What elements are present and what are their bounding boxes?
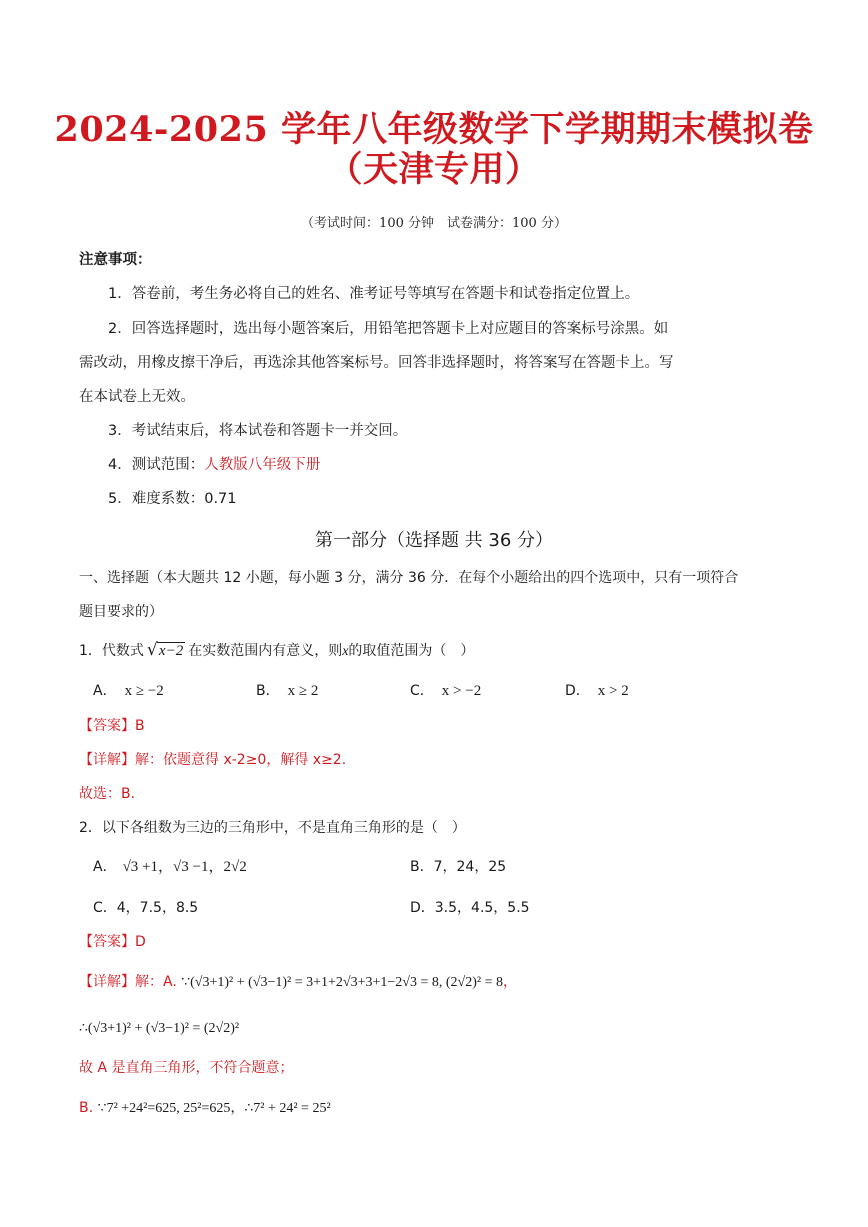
radicand: x−2 xyxy=(158,643,184,659)
q1-mid: 在实数范围内有意义，则 xyxy=(188,643,343,659)
notice-item-2-line-3: 在本试卷上无效。 xyxy=(79,389,195,405)
q1-detail-text: 解：依题意得 x-2≥0，解得 x≥2. xyxy=(135,752,347,768)
notice-item-4 xyxy=(108,455,320,475)
test-scope: 人教版八年级下册 xyxy=(204,457,321,473)
q2-detail-lead: 解：A. xyxy=(135,974,177,990)
q2-option-d: D．3.5，4.5，5.5 xyxy=(410,900,530,916)
notice-item-3: 3．考试结束后，将本试卷和答题卡一并交回。 xyxy=(108,423,408,439)
q1-detail xyxy=(79,750,346,770)
q1-suffix: 的取值范围为（ ） xyxy=(348,643,475,659)
q1-option-b-label: B． xyxy=(256,683,280,699)
notice-item-2-line-1: 2．回答选择题时，选出每小题答案后，用铅笔把答题卡上对应题目的答案标号涂黑。如 xyxy=(108,321,669,337)
q2-b-math: ∵7² +24²=625, 25²=625，∴7² + 24² = 25² xyxy=(97,1101,331,1116)
q1-option-a-expr: x ≥ −2 xyxy=(124,683,164,699)
q2-therefore xyxy=(79,1018,239,1039)
notice-heading: 注意事项： xyxy=(79,252,152,268)
radical-sign-icon: √ xyxy=(146,640,158,660)
notice-item-2-line-2: 需改动，用橡皮擦干净后，再选涂其他答案标号。回答非选择题时，将答案写在答题卡上。写 xyxy=(79,355,674,371)
q1-conclusion: 故选：B. xyxy=(79,786,136,802)
section-title: 第一部分（选择题 共 36 分） xyxy=(314,530,554,551)
q2-conclusion-a: 故 A 是直角三角形，不符合题意； xyxy=(79,1060,294,1076)
q1-option-d-expr: x > 2 xyxy=(597,683,629,699)
q2-option-a-label: A． xyxy=(93,859,117,875)
q1-detail-tag: 【详解】 xyxy=(79,752,135,768)
q1-option-d xyxy=(565,681,629,701)
page-title: 2024-2025 学年八年级数学下学期期末模拟卷 xyxy=(54,109,814,150)
sqrt-expression xyxy=(147,641,185,661)
question-2-stem: 2．以下各组数为三边的三角形中，不是直角三角形的是（ ） xyxy=(79,820,466,836)
notice-item-5: 5．难度系数：0.71 xyxy=(108,491,237,507)
section-intro-line-2: 题目要求的） xyxy=(79,604,163,620)
question-1-stem xyxy=(79,641,474,662)
q2-therefore-math: ∴(√3+1)² + (√3−1)² = (2√2)² xyxy=(79,1021,240,1036)
q1-option-c-expr: x > −2 xyxy=(441,683,482,699)
q1-var: x xyxy=(342,644,349,659)
notice-item-4-prefix: 4．测试范围： xyxy=(108,457,205,473)
section-intro-line-1: 一、选择题（本大题共 12 小题，每小题 3 分，满分 36 分．在每个小题给出的四个选项中，只有一项符合 xyxy=(79,570,739,586)
q2-detail-b xyxy=(79,1098,331,1119)
q1-option-b-expr: x ≥ 2 xyxy=(287,683,319,699)
q1-option-a-label: A． xyxy=(93,683,117,699)
q1-option-c-label: C． xyxy=(410,683,434,699)
q1-prefix: 1．代数式 xyxy=(79,643,144,659)
notice-item-1: 1．答卷前，考生务必将自己的姓名、准考证号等填写在答题卡和试卷指定位置上。 xyxy=(108,286,640,302)
q2-option-a-expr: √3 +1，√3 −1，2√2 xyxy=(122,859,247,875)
exam-info: （考试时间：100 分钟 试卷满分：100 分） xyxy=(301,216,567,231)
q2-detail-end: ， xyxy=(502,974,517,990)
q1-option-d-label: D． xyxy=(565,683,590,699)
q2-detail xyxy=(79,972,517,993)
q2-answer: 【答案】D xyxy=(79,934,146,950)
q2-detail-tag: 【详解】 xyxy=(79,974,135,990)
q2-detail-math: ∵(√3+1)² + (√3−1)² = 3+1+2√3+3+1−2√3 = 8, (2√2)² = 8 xyxy=(181,975,503,990)
q2-option-b: B．7，24，25 xyxy=(410,859,507,875)
q1-answer: 【答案】B xyxy=(79,718,145,734)
q2-option-c: C．4，7.5，8.5 xyxy=(93,900,199,916)
q1-option-a xyxy=(93,681,164,701)
q1-option-b xyxy=(256,681,318,701)
page-subtitle: （天津专用） xyxy=(327,149,541,190)
q2-b-label: B. xyxy=(79,1100,94,1116)
q1-option-c xyxy=(410,681,481,701)
q2-option-a xyxy=(93,857,247,877)
